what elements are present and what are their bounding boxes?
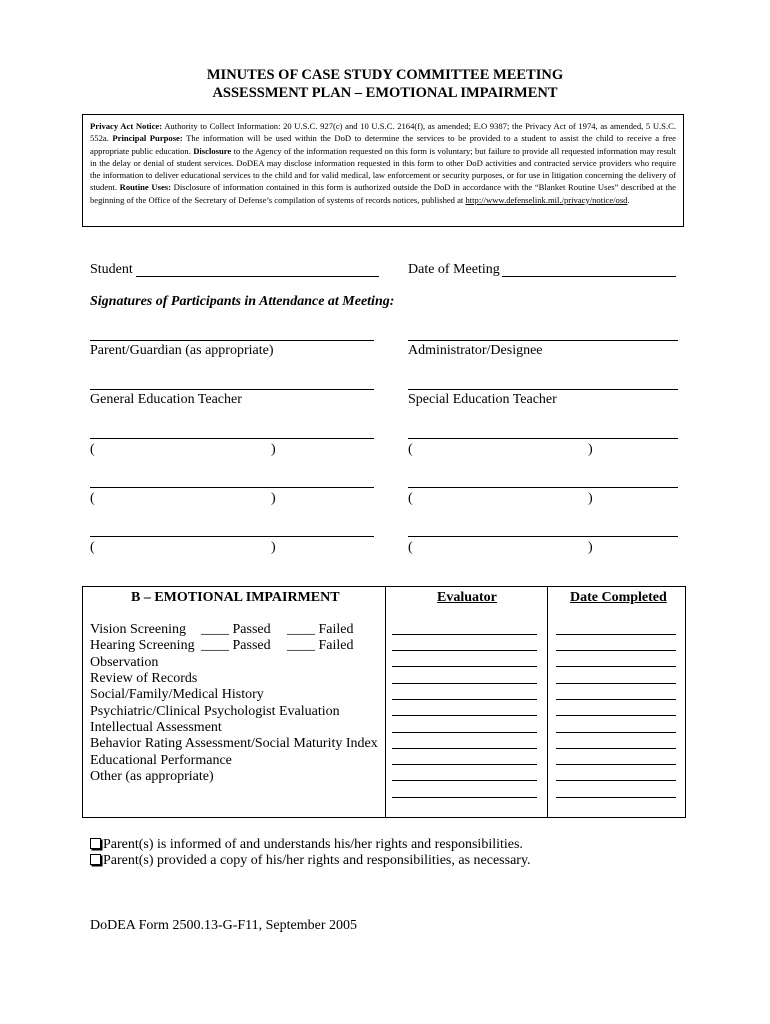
participant-signature-line[interactable] [408, 438, 678, 439]
role-open-paren: ( [90, 442, 95, 457]
role-open-paren: ( [408, 491, 413, 506]
date-of-meeting-label: Date of Meeting [408, 262, 500, 277]
principal-purpose-text: The information will be used within the DoD to determine the services to be provided to a student to assist the child to receive a free appropriate public education. [90, 133, 676, 156]
role-close-paren: ) [588, 442, 593, 457]
emotional-impairment-heading: B – EMOTIONAL IMPAIRMENT [131, 590, 340, 605]
signatures-heading: Signatures of Participants in Attendance at Meeting: [90, 294, 395, 309]
parent-informed-checkbox[interactable] [90, 838, 101, 849]
role-close-paren: ) [271, 442, 276, 457]
role-open-paren: ( [408, 442, 413, 457]
student-name-field[interactable] [136, 276, 379, 277]
hearing-failed-option[interactable]: ____ Failed [287, 638, 354, 653]
form-title-line-2: ASSESSMENT PLAN – EMOTIONAL IMPAIRMENT [212, 85, 558, 101]
assessment-item: Observation [90, 655, 159, 670]
parent-signature-line[interactable] [90, 340, 374, 341]
vision-passed-option[interactable]: ____ Passed [201, 622, 271, 637]
form-title-line-1: MINUTES OF CASE STUDY COMMITTEE MEETING [206, 67, 564, 83]
assessment-item: Review of Records [90, 671, 198, 686]
parent-informed-text: Parent(s) is informed of and understands his/her rights and responsibilities. [103, 837, 523, 852]
assessment-item: Educational Performance [90, 753, 232, 768]
parent-copy-item [90, 853, 531, 869]
date-completed-field[interactable] [556, 780, 676, 781]
evaluator-field[interactable] [392, 634, 537, 635]
evaluator-field[interactable] [392, 797, 537, 798]
date-completed-field[interactable] [556, 634, 676, 635]
privacy-authority-text: Authority to Collect Information: 20 U.S.C. 927(c) and 10 U.S.C. 2164(f), as amended; E.O 9387; the Privacy Act of 1974, as amended, 5 U.S.C. 552a. [90, 121, 676, 144]
administrator-label: Administrator/Designee [408, 343, 543, 358]
privacy-end-period: . [627, 194, 630, 205]
hearing-screening-label: Hearing Screening [90, 638, 195, 653]
special-education-teacher-label: Special Education Teacher [408, 392, 557, 407]
vision-failed-option[interactable]: ____ Failed [287, 622, 354, 637]
evaluator-field[interactable] [392, 764, 537, 765]
privacy-act-notice [82, 114, 684, 227]
evaluator-field[interactable] [392, 699, 537, 700]
participant-signature-line[interactable] [408, 487, 678, 488]
assessment-item: Intellectual Assessment [90, 720, 222, 735]
date-completed-field[interactable] [556, 650, 676, 651]
general-teacher-signature-line[interactable] [90, 389, 374, 390]
column-divider [547, 586, 548, 818]
date-completed-field[interactable] [556, 715, 676, 716]
evaluator-column-header: Evaluator [437, 590, 497, 605]
routine-uses-text: Disclosure of information contained in this form is authorized outside the DoD in accordance with the “Blanket Routine Uses” described at the beginning of the Office of the Secretary of Defense’s compilation of systems of records notices, published at [90, 182, 676, 205]
date-of-meeting-field[interactable] [502, 276, 676, 277]
parent-copy-checkbox[interactable] [90, 854, 101, 865]
date-completed-field[interactable] [556, 764, 676, 765]
administrator-signature-line[interactable] [408, 340, 678, 341]
participant-signature-line[interactable] [408, 536, 678, 537]
role-open-paren: ( [90, 491, 95, 506]
evaluator-field[interactable] [392, 715, 537, 716]
general-education-teacher-label: General Education Teacher [90, 392, 242, 407]
participant-signature-line[interactable] [90, 438, 374, 439]
student-label: Student [90, 262, 133, 277]
evaluator-field[interactable] [392, 732, 537, 733]
participant-signature-line[interactable] [90, 536, 374, 537]
parent-informed-item [90, 837, 523, 853]
assessment-item: Social/Family/Medical History [90, 687, 264, 702]
assessment-item: Behavior Rating Assessment/Social Maturity Index [90, 736, 378, 751]
disclosure-label: Disclosure [193, 145, 232, 156]
role-close-paren: ) [271, 491, 276, 506]
hearing-passed-option[interactable]: ____ Passed [201, 638, 271, 653]
special-teacher-signature-line[interactable] [408, 389, 678, 390]
column-divider [385, 586, 386, 818]
disclosure-text: to the Agency of the information requested on this form is voluntary; but failure to provide all requested information may result in the delay or denial of student services. DoDEA may disclose information requested in this form to other DoD activities and contracted service providers who require the information to deliver educational services to the child and for valid medical, law enforcement or security purposes, or for use in litigation concerning the delivery of student. [90, 145, 676, 193]
evaluator-field[interactable] [392, 650, 537, 651]
parent-copy-text: Parent(s) provided a copy of his/her rights and responsibilities, as necessary. [103, 853, 531, 868]
vision-screening-label: Vision Screening [90, 622, 186, 637]
role-close-paren: ) [271, 540, 276, 555]
participant-signature-line[interactable] [90, 487, 374, 488]
date-completed-field[interactable] [556, 683, 676, 684]
evaluator-field[interactable] [392, 666, 537, 667]
date-completed-field[interactable] [556, 748, 676, 749]
role-open-paren: ( [408, 540, 413, 555]
evaluator-field[interactable] [392, 683, 537, 684]
date-completed-field[interactable] [556, 699, 676, 700]
form-number-footer: DoDEA Form 2500.13-G-F11, September 2005 [90, 918, 358, 933]
date-completed-field[interactable] [556, 666, 676, 667]
evaluator-field[interactable] [392, 780, 537, 781]
routine-uses-label: Routine Uses: [119, 182, 171, 193]
role-close-paren: ) [588, 540, 593, 555]
privacy-label: Privacy Act Notice: [90, 121, 163, 131]
assessment-item: Other (as appropriate) [90, 769, 214, 784]
assessment-item: Psychiatric/Clinical Psychologist Evaluation [90, 704, 340, 719]
parent-guardian-label: Parent/Guardian (as appropriate) [90, 343, 274, 358]
privacy-notice-link[interactable]: http://www.defenselink.mil./privacy/notice/osd [465, 194, 628, 205]
role-open-paren: ( [90, 540, 95, 555]
principal-purpose-label: Principal Purpose: [112, 133, 183, 144]
date-completed-field[interactable] [556, 732, 676, 733]
evaluator-field[interactable] [392, 748, 537, 749]
date-completed-column-header: Date Completed [570, 590, 667, 605]
role-close-paren: ) [588, 491, 593, 506]
date-completed-field[interactable] [556, 797, 676, 798]
